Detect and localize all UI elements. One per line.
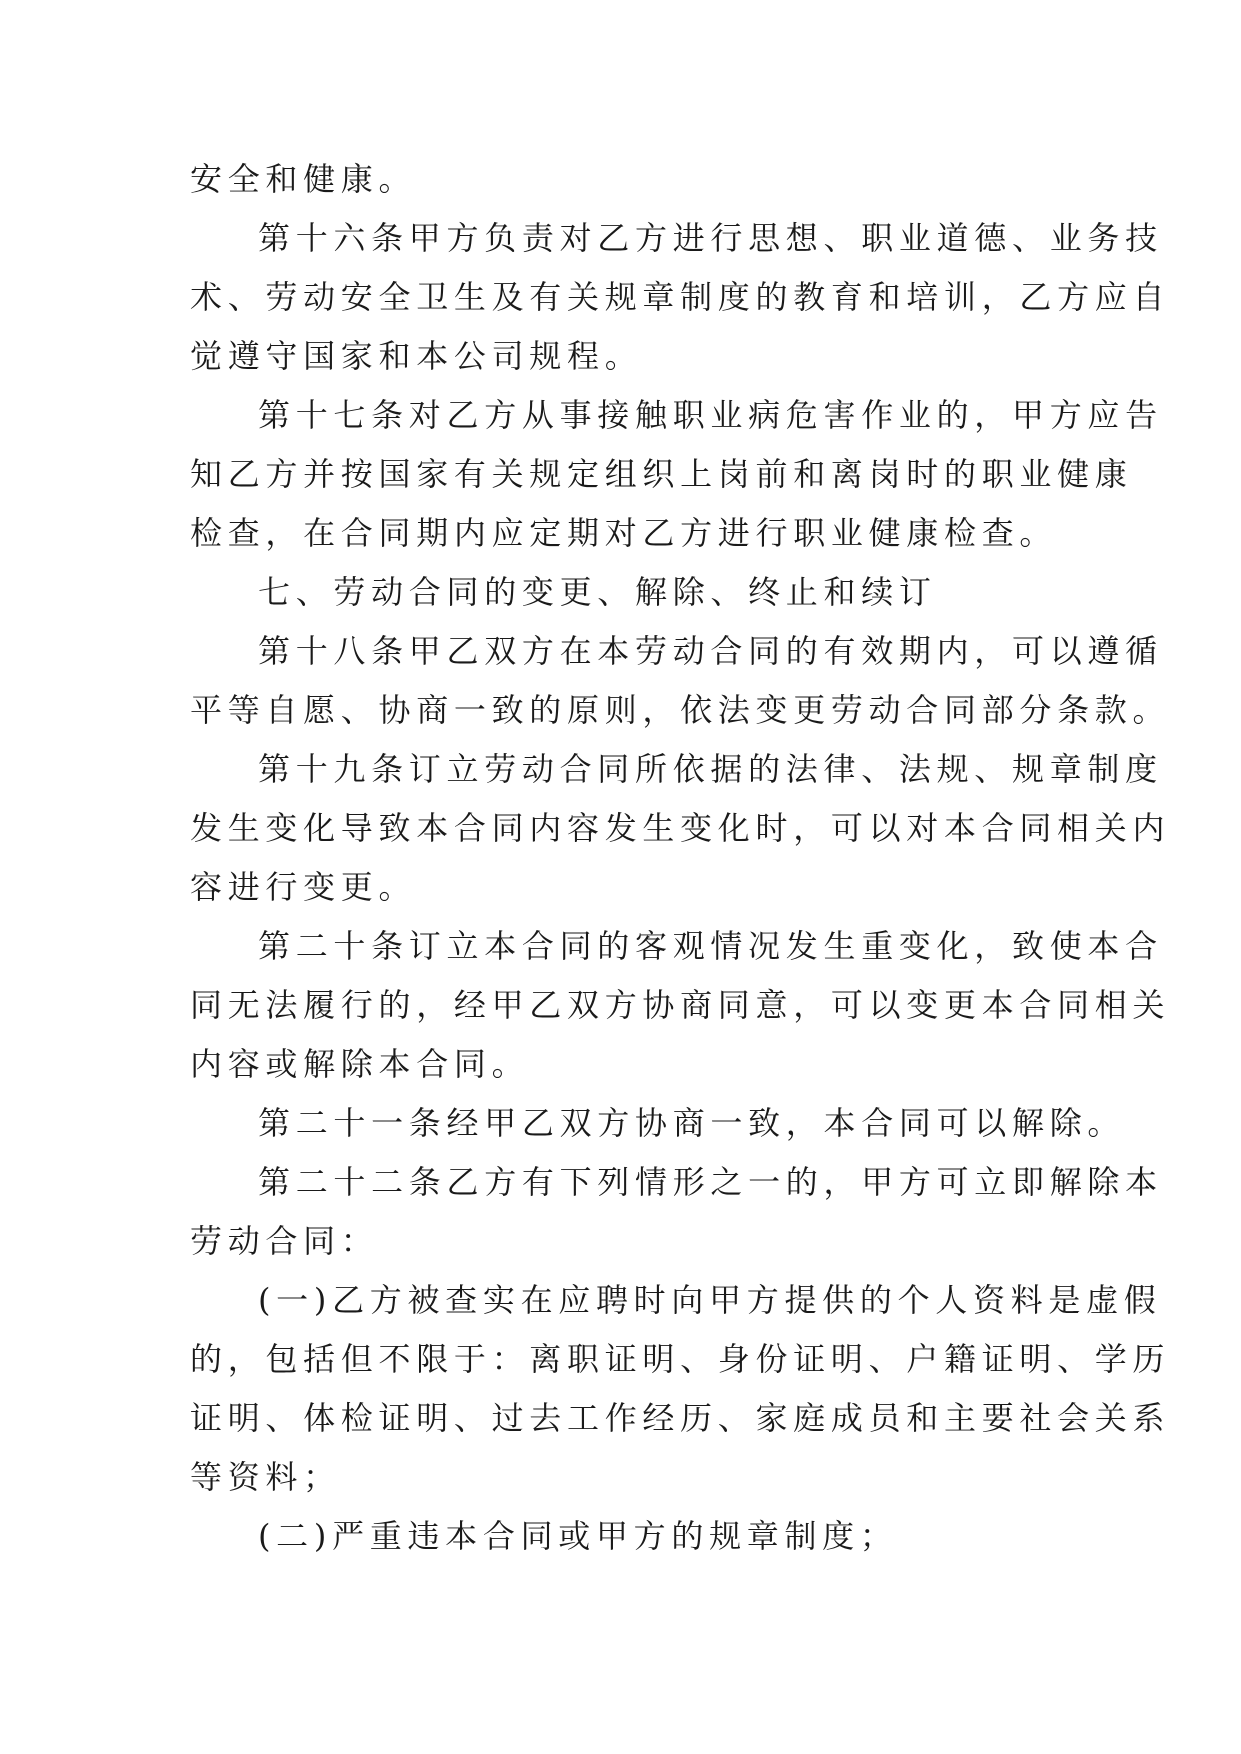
text-line: 第十九条订立劳动合同所依据的法律、法规、规章制度: [258, 750, 1163, 788]
paragraph-article-17: [190, 386, 1163, 563]
text-line: 觉遵守国家和本公司规程。: [190, 337, 643, 375]
text-line: 劳动合同：: [190, 1222, 379, 1260]
paragraph-continuation: [190, 150, 1070, 209]
text-line: 第二十一条经甲乙双方协商一致，本合同可以解除。: [258, 1104, 1126, 1142]
document-body: [190, 150, 1171, 1566]
text-line: 发生变化导致本合同内容发生变化时，可以对本合同相关内: [190, 809, 1171, 847]
text-line: 知乙方并按国家有关规定组织上岗前和离岗时的职业健康: [190, 455, 1133, 493]
text-line: 的，包括但不限于：离职证明、身份证明、户籍证明、学历: [190, 1340, 1171, 1378]
text-line: 术、劳动安全卫生及有关规章制度的教育和培训，乙方应自: [190, 278, 1171, 316]
text-line: 检查，在合同期内应定期对乙方进行职业健康检查。: [190, 514, 1058, 552]
section-heading-7: [190, 563, 1070, 622]
text-line: 等资料；: [190, 1458, 341, 1496]
text-line: 第十六条甲方负责对乙方进行思想、职业道德、业务技: [258, 219, 1163, 257]
text-line: 七、劳动合同的变更、解除、终止和续订: [258, 573, 937, 611]
paragraph-article-18: [190, 622, 1171, 740]
paragraph-article-21: [190, 1094, 1126, 1153]
paragraph-article-19: [190, 740, 1171, 917]
text-line: 安全和健康。: [190, 160, 417, 198]
paragraph-article-22: [190, 1153, 1163, 1271]
text-line: 第二十条订立本合同的客观情况发生重变化，致使本合: [258, 927, 1163, 965]
text-line: 第二十二条乙方有下列情形之一的，甲方可立即解除本: [258, 1163, 1163, 1201]
paragraph-article-16: [190, 209, 1171, 386]
list-item-1: [190, 1271, 1171, 1507]
text-line: 证明、体检证明、过去工作经历、家庭成员和主要社会关系: [190, 1399, 1171, 1437]
text-line: 同无法履行的，经甲乙双方协商同意，可以变更本合同相关: [190, 986, 1171, 1024]
text-line: 第十八条甲乙双方在本劳动合同的有效期内，可以遵循: [258, 632, 1163, 670]
text-line: (二)严重违本合同或甲方的规章制度；: [258, 1517, 898, 1555]
text-line: 内容或解除本合同。: [190, 1045, 530, 1083]
paragraph-article-20: [190, 917, 1171, 1094]
text-line: 平等自愿、协商一致的原则，依法变更劳动合同部分条款。: [190, 691, 1171, 729]
text-line: 容进行变更。: [190, 868, 417, 906]
text-line: (一)乙方被查实在应聘时向甲方提供的个人资料是虚假: [258, 1281, 1162, 1319]
text-line: 第十七条对乙方从事接触职业病危害作业的，甲方应告: [258, 396, 1163, 434]
list-item-2: [190, 1507, 1070, 1566]
